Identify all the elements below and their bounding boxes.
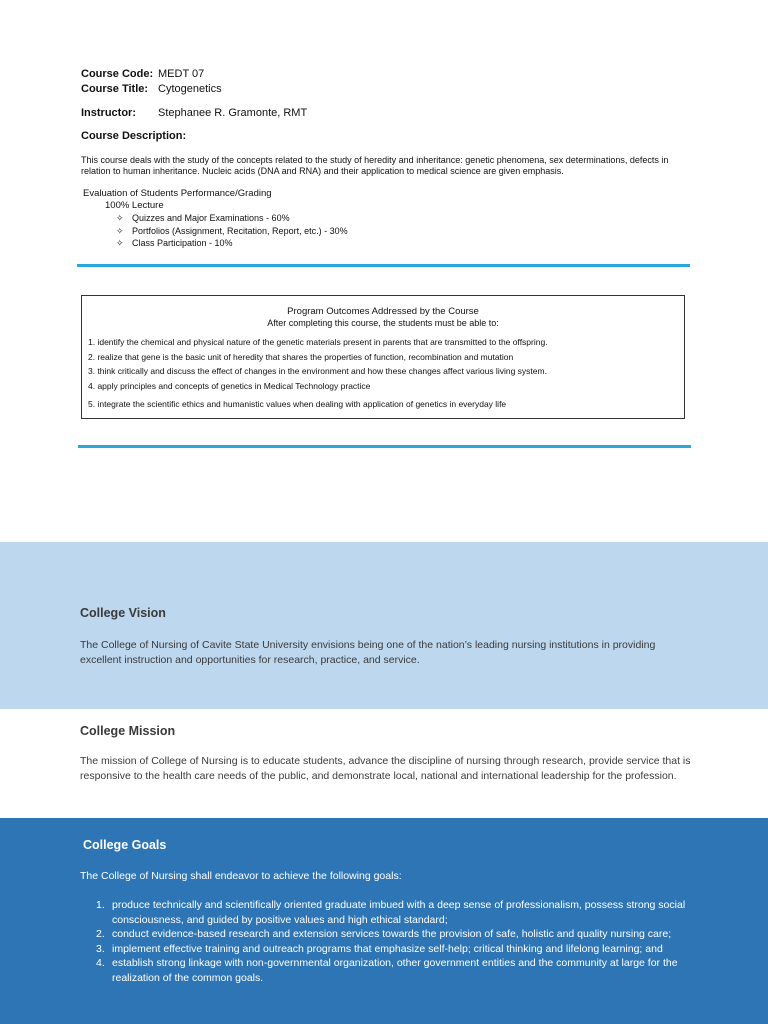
course-code-value: MEDT 07 [158, 68, 205, 80]
evaluation-item: ✧ Class Participation - 10% [116, 238, 233, 248]
college-mission-title: College Mission [80, 724, 176, 738]
college-goals-title: College Goals [83, 838, 167, 852]
instructor-value: Stephanee R. Gramonte, RMT [158, 107, 308, 119]
divider-rule-top [77, 264, 690, 267]
program-outcomes-title: Program Outcomes Addressed by the Course [287, 306, 479, 317]
diamond-bullet-icon: ✧ [116, 238, 124, 248]
evaluation-lecture: 100% Lecture [105, 200, 164, 211]
program-outcomes-box [81, 295, 685, 419]
outcome-item: 1. identify the chemical and physical nature of the genetic materials present in parents that are transmitted to the offspring. [88, 337, 548, 347]
goal-item: 2. conduct evidence-based research and extension services towards the provision of safe, holistic and quality nursing care; [96, 928, 672, 940]
college-vision-text: The College of Nursing of Cavite State University envisions being one of the nation’s leading nursing institutions in providing excellent instruction and opportunities for research, practice, and service. [80, 639, 656, 666]
course-description-text: This course deals with the study of the concepts related to the study of heredity and inheritance: genetic phenomena, sex determinations, defects in relation to human inheritance. Nucleic acids (DNA and RNA) and their application to medical science are given emphasis. [81, 155, 669, 176]
outcome-item: 2. realize that gene is the basic unit of heredity that shares the properties of function, recombination and mutation [88, 351, 514, 362]
diamond-bullet-icon: ✧ [116, 213, 124, 223]
course-description-label: Course Description: [81, 130, 187, 142]
college-goals-intro: The College of Nursing shall endeavor to achieve the following goals: [80, 870, 402, 882]
outcome-item: 5. integrate the scientific ethics and humanistic values when dealing with application of genetics in everyday life [88, 399, 507, 410]
college-mission-text: The mission of College of Nursing is to educate students, advance the discipline of nursing through research, provide service that is responsive to the health care needs of the public, and demonstrate local, national and international leadership for the profession. [80, 755, 691, 782]
goal-item: 4. establish strong linkage with non-governmental organization, other government entities and the community at large for the realization of the common goals. [96, 957, 678, 984]
instructor-label: Instructor: [81, 107, 136, 119]
college-goals-section [0, 818, 768, 1024]
outcome-item: 4. apply principles and concepts of genetics in Medical Technology practice [88, 380, 371, 391]
evaluation-item: ✧ Portfolios (Assignment, Recitation, Report, etc.) - 30% [116, 225, 348, 236]
divider-rule-bottom [78, 445, 691, 448]
program-outcomes-list [88, 335, 684, 412]
goal-item: 1. produce technically and scientifically oriented graduate imbued with a deep sense of professionalism, possess strong social consciousness, and guided by positive values and high ethical standard; [96, 899, 686, 926]
college-goals-list [80, 898, 692, 985]
college-vision-title: College Vision [80, 606, 166, 620]
outcome-item: 3. think critically and discuss the effect of changes in the environment and how these changes affect various living system. [88, 366, 547, 377]
goal-item: 3. implement effective training and outreach programs that emphasize self-help; critical thinking and lifelong learning; and [96, 942, 663, 955]
program-outcomes-subtitle: After completing this course, the students must be able to: [267, 318, 499, 328]
evaluation-heading: Evaluation of Students Performance/Grading [83, 188, 272, 199]
evaluation-item: ✧ Quizzes and Major Examinations - 60% [116, 213, 290, 223]
college-vision-section [0, 542, 768, 709]
course-title-label: Course Title: [81, 83, 149, 95]
course-code-label: Course Code: [81, 68, 154, 80]
diamond-bullet-icon: ✧ [116, 225, 124, 236]
course-title-value: Cytogenetics [158, 83, 222, 95]
college-mission-section [0, 709, 768, 818]
evaluation-list [116, 212, 348, 250]
